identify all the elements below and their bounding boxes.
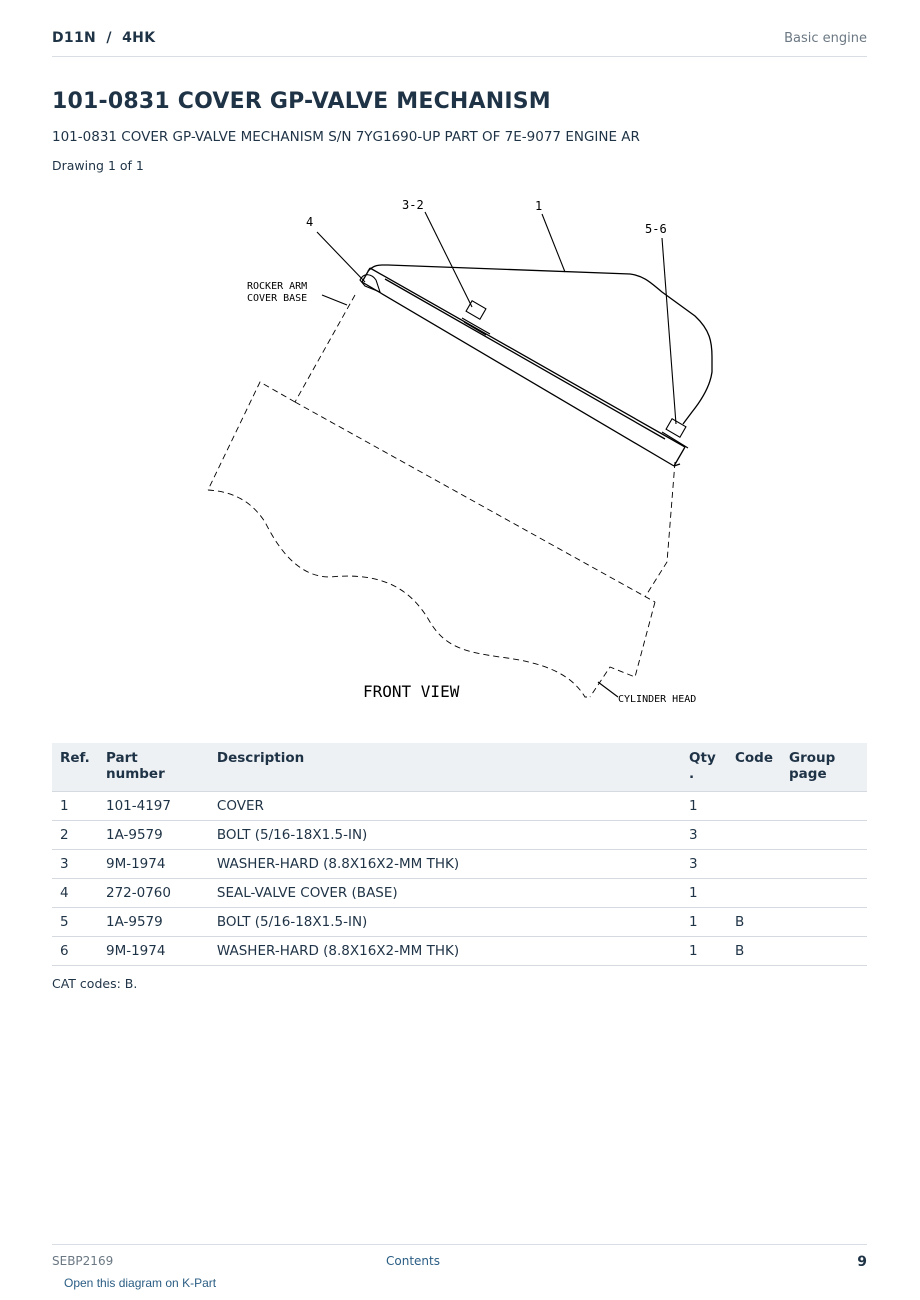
cell-part-number: 1A-9579: [98, 908, 209, 937]
col-page-label: page: [789, 766, 827, 782]
leader-lines: [317, 212, 676, 697]
cell-description: SEAL-VALVE COVER (BASE): [209, 879, 681, 908]
cover-outline: [362, 265, 712, 466]
page-footer: [52, 1244, 867, 1275]
cell-code: [727, 879, 781, 908]
callout-3-2: 3-2: [402, 198, 424, 212]
cell-part-number: 1A-9579: [98, 821, 209, 850]
bolt-top: [462, 301, 490, 335]
table-header-row: [52, 743, 867, 792]
parts-diagram: [200, 192, 720, 712]
table-row: [52, 937, 867, 966]
cell-part-number: 9M-1974: [98, 937, 209, 966]
parts-table: [52, 743, 867, 966]
table-row: [52, 792, 867, 821]
table-row: [52, 879, 867, 908]
cell-part-number: 272-0760: [98, 879, 209, 908]
cell-group-page: [781, 879, 867, 908]
table-row: [52, 821, 867, 850]
cylinder-head-outline: [208, 295, 675, 697]
cell-description: BOLT (5/16-18X1.5-IN): [209, 821, 681, 850]
col-qty: [681, 743, 727, 792]
cell-description: WASHER-HARD (8.8X16X2-MM THK): [209, 937, 681, 966]
cell-qty: 3: [681, 821, 727, 850]
col-qty-label: Qty: [689, 750, 716, 766]
document-id: SEBP2169: [52, 1254, 114, 1268]
cell-group-page: [781, 908, 867, 937]
page-header: [52, 28, 867, 57]
seal-left: [360, 275, 380, 292]
col-qty-dot: .: [689, 766, 695, 782]
cell-ref: 4: [52, 879, 98, 908]
cell-description: WASHER-HARD (8.8X16X2-MM THK): [209, 850, 681, 879]
cell-description: COVER: [209, 792, 681, 821]
col-description: Description: [209, 743, 681, 792]
cell-qty: 1: [681, 908, 727, 937]
cell-code: [727, 821, 781, 850]
section-name: Basic engine: [784, 31, 867, 46]
cell-code: B: [727, 937, 781, 966]
front-view-label: FRONT VIEW: [363, 682, 460, 701]
cell-group-page: [781, 821, 867, 850]
cell-qty: 1: [681, 879, 727, 908]
page-number: 9: [857, 1254, 867, 1270]
cell-ref: 2: [52, 821, 98, 850]
col-group-page: [781, 743, 867, 792]
cell-ref: 3: [52, 850, 98, 879]
cylinder-head-label: CYLINDER HEAD: [618, 694, 697, 705]
cell-group-page: [781, 792, 867, 821]
cell-qty: 1: [681, 792, 727, 821]
cell-code: [727, 850, 781, 879]
kpart-link[interactable]: Open this diagram on K-Part: [64, 1276, 217, 1290]
cell-description: BOLT (5/16-18X1.5-IN): [209, 908, 681, 937]
callout-1: 1: [535, 199, 543, 213]
cover-base-label: COVER BASE: [247, 293, 308, 304]
page-title: 101-0831 COVER GP-VALVE MECHANISM: [52, 89, 551, 114]
cat-codes-note: CAT codes: B.: [52, 976, 138, 991]
col-code: Code: [727, 743, 781, 792]
cell-qty: 1: [681, 937, 727, 966]
cell-code: B: [727, 908, 781, 937]
breadcrumb: D11N / 4HK: [52, 30, 156, 46]
callout-4: 4: [306, 215, 314, 229]
page-subtitle: 101-0831 COVER GP-VALVE MECHANISM S/N 7YG1690-UP PART OF 7E-9077 ENGINE AR: [52, 129, 640, 145]
contents-link[interactable]: Contents: [386, 1254, 440, 1268]
callout-5-6: 5-6: [645, 222, 667, 236]
drawing-count: Drawing 1 of 1: [52, 158, 144, 173]
table-row: [52, 908, 867, 937]
cell-group-page: [781, 937, 867, 966]
cell-part-number: 9M-1974: [98, 850, 209, 879]
cell-qty: 3: [681, 850, 727, 879]
col-ref: Ref.: [52, 743, 98, 792]
col-part-number: Part number: [98, 743, 209, 792]
rocker-arm-label: ROCKER ARM: [247, 281, 308, 292]
cell-ref: 1: [52, 792, 98, 821]
table-row: [52, 850, 867, 879]
cell-ref: 5: [52, 908, 98, 937]
cell-part-number: 101-4197: [98, 792, 209, 821]
col-group-label: Group: [789, 750, 836, 766]
cell-code: [727, 792, 781, 821]
cell-group-page: [781, 850, 867, 879]
cell-ref: 6: [52, 937, 98, 966]
